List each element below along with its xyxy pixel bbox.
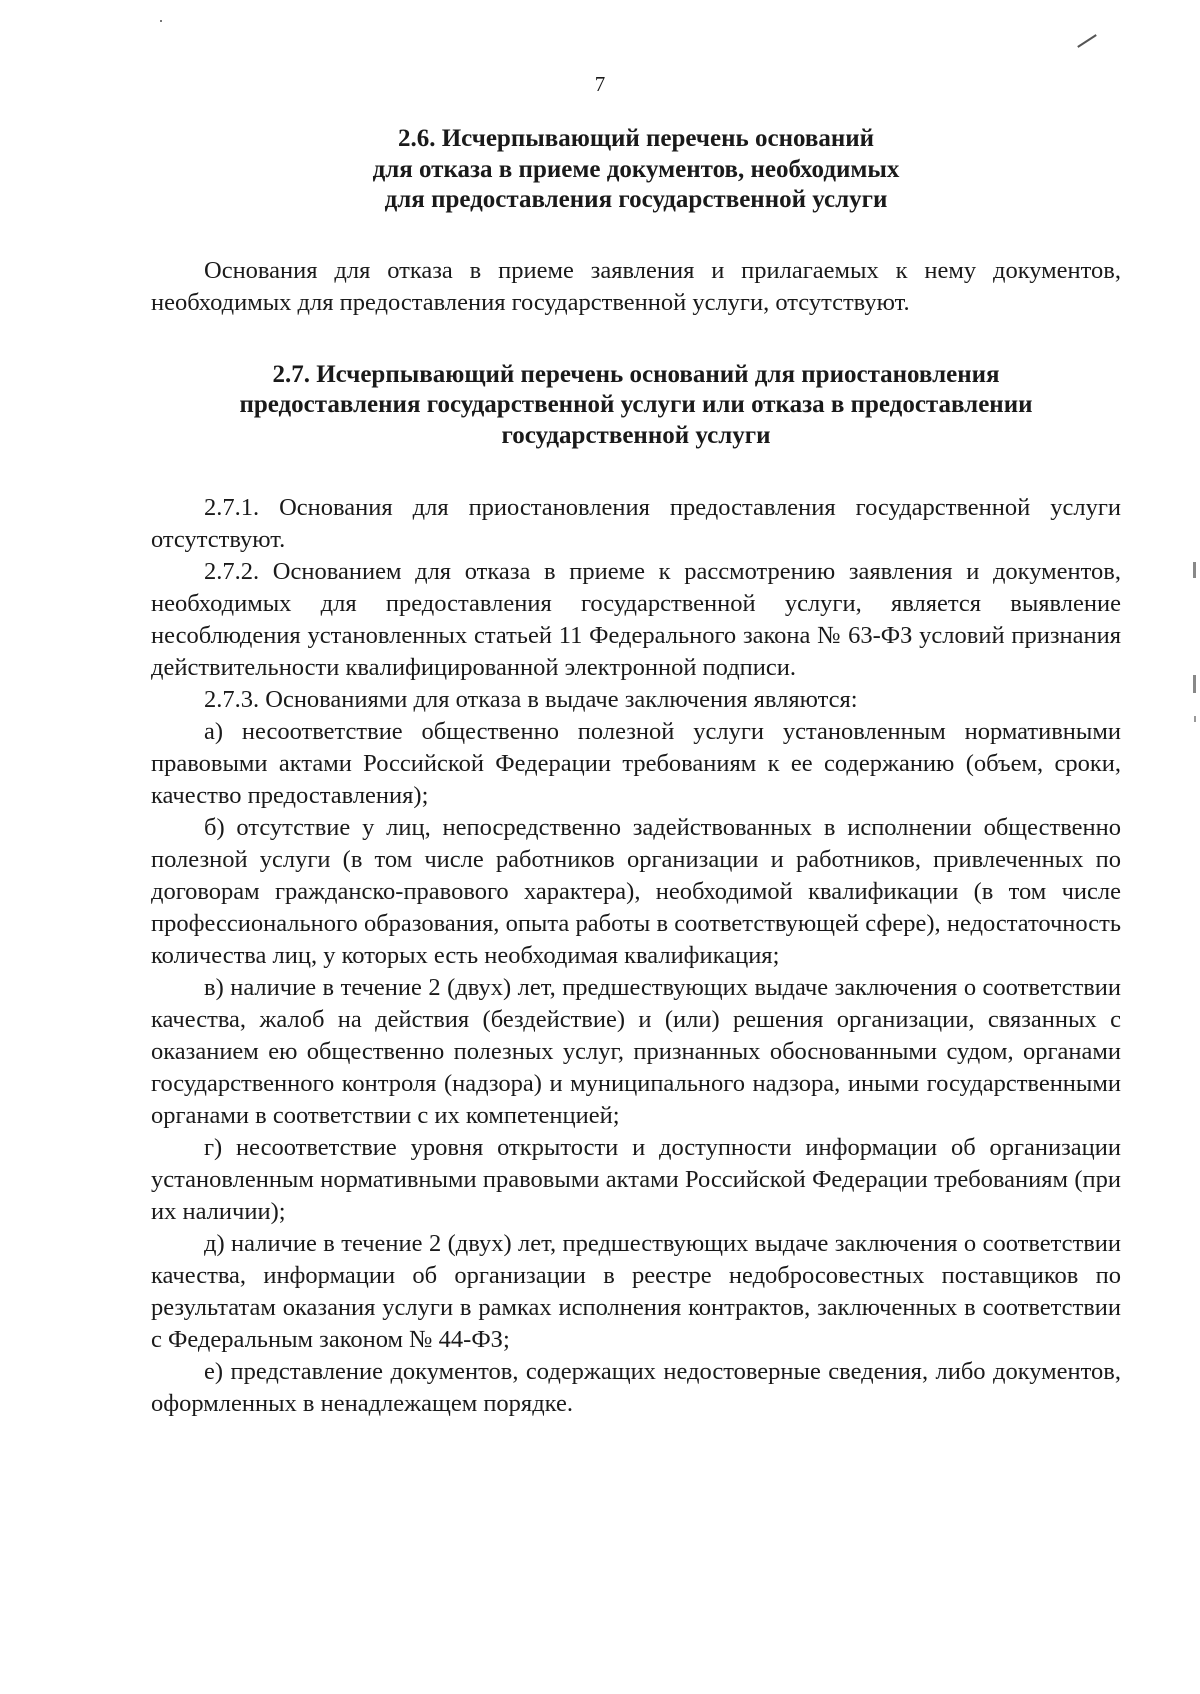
scan-edge-mark [1193, 562, 1196, 578]
list-item-v: в) наличие в течение 2 (двух) лет, предшествующих выдаче заключения о соответствии качества, жалоб на действия (бездействие) и (или) решения организации, связанных с оказанием ею общественно полезных услуг, признанных обоснованными судом, органами государственного контроля (надзора) и муниципального надзора, иными государственными органами в соответствии с их компетенцией; [151, 974, 1121, 1129]
paragraph-2-7-2: 2.7.2. Основанием для отказа в приеме к рассмотрению заявления и документов, необходимых для предоставления государственной услуги, является выявление несоблюдения установленных статьей 11 Федерального закона № 63-ФЗ условий признания действительности квалифицированной электронной подписи. [151, 558, 1121, 681]
page-number: 7 [594, 72, 606, 96]
paragraph-2-7-3: 2.7.3. Основаниями для отказа в выдаче заключения являются: [204, 686, 858, 713]
list-item-e: е) представление документов, содержащих недостоверные сведения, либо документов, оформленных в ненадлежащем порядке. [151, 1358, 1121, 1417]
list-item-d: д) наличие в течение 2 (двух) лет, предшествующих выдаче заключения о соответствии качества, информации об организации в реестре недобросовестных поставщиков по результатам оказания услуги в рамках исполнения контрактов, заключенных в соответствии с Федеральным законом № 44-ФЗ; [151, 1230, 1121, 1353]
scan-edge-mark [1194, 716, 1196, 722]
scan-speck [160, 20, 162, 22]
list-item-g: г) несоответствие уровня открытости и доступности информации об организации установленным нормативными правовыми актами Российской Федерации требованиям (при их наличии); [151, 1134, 1121, 1225]
paragraph-2-7-1: 2.7.1. Основания для приостановления предоставления государственной услуги отсутствуют. [151, 494, 1121, 553]
heading-line: 2.6. Исчерпывающий перечень оснований [397, 125, 875, 152]
heading-line: для предоставления государственной услуги [384, 186, 888, 213]
list-item-a: а) несоответствие общественно полезной услуги установленным нормативными правовыми актами Российской Федерации требованиям к ее содержанию (объем, сроки, качество предоставления); [151, 718, 1121, 809]
scan-edge-mark [1193, 675, 1196, 693]
pen-mark [1077, 34, 1097, 48]
heading-line: государственной услуги [501, 421, 771, 449]
page-content [151, 124, 1121, 1420]
heading-line: для отказа в приеме документов, необходимых [372, 155, 900, 183]
section-2-6-paragraph: Основания для отказа в приеме заявления и прилагаемых к нему документов, необходимых для предоставления государственной услуги, отсутствуют. [151, 256, 1121, 316]
heading-line: предоставления государственной услуги или отказа в предоставлении [239, 391, 1033, 418]
list-item-b: б) отсутствие у лиц, непосредственно задействованных в исполнении общественно полезной услуги (в том числе работников организации и работников, привлеченных по договорам гражданско-правового характера), необходимой квалификации (в том числе профессионального образования, опыта работы в соответствующей сфере), недостаточность количества лиц, у которых есть необходимая квалификация; [151, 814, 1121, 969]
heading-line: 2.7. Исчерпывающий перечень оснований для приостановления [272, 360, 1000, 388]
section-2-7-heading [151, 360, 1121, 452]
section-2-6-heading [151, 124, 1121, 216]
